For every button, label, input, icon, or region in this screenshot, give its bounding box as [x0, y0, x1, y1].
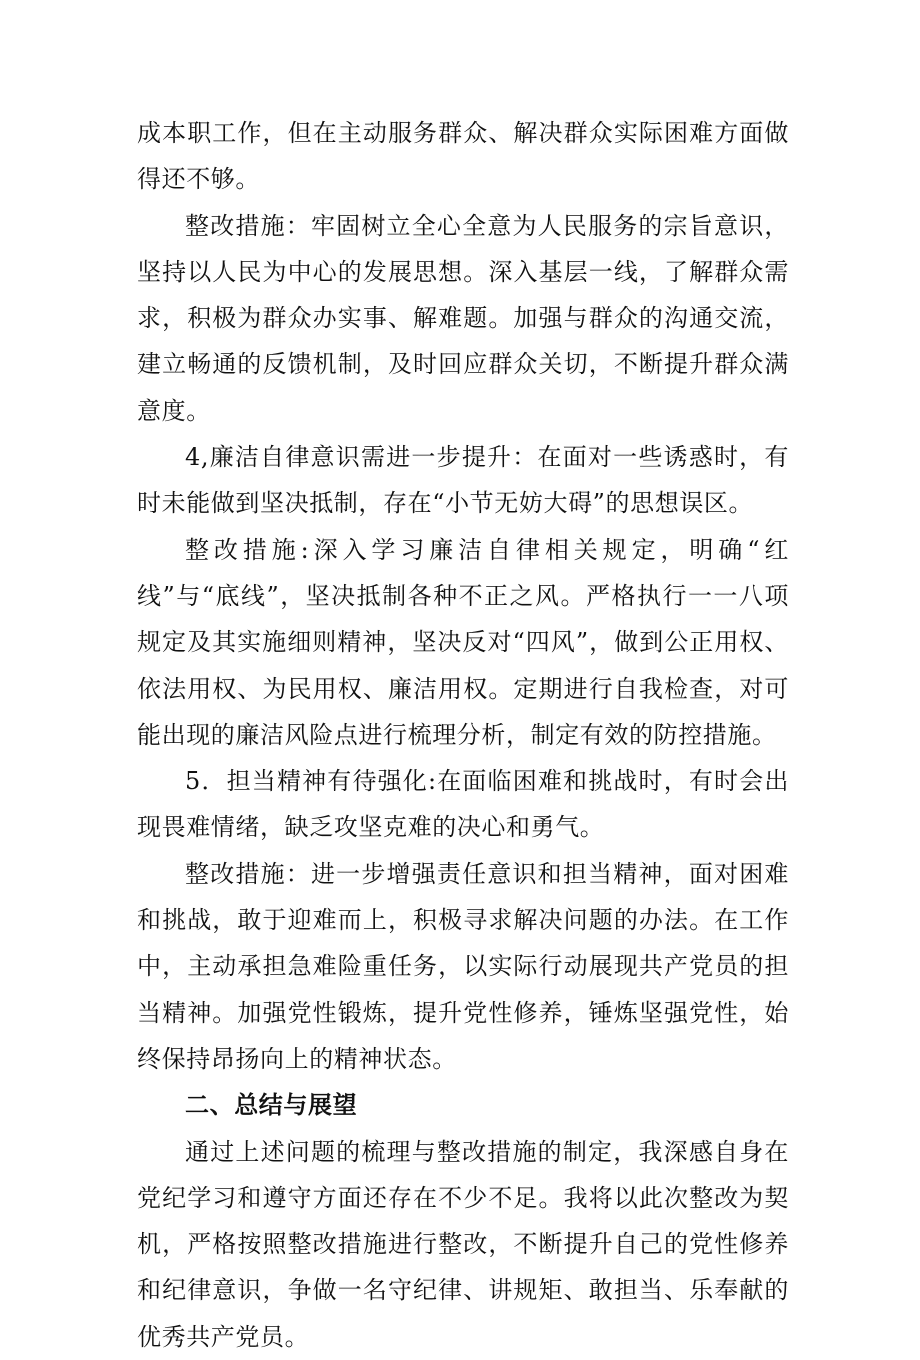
paragraph-continuation: 成本职工作，但在主动服务群众、解决群众实际困难方面做得还不够。 [137, 119, 789, 194]
paragraph-summary: 通过上述问题的梳理与整改措施的制定，我深感自身在党纪学习和遵守方面还存在不少不足。我将以此次整改为契机，严格按照整改措施进行整改，不断提升自己的党性修养和纪律意识，争做一名守纪律、讲规矩、敢担当、乐奉献的优秀共产党员。 [137, 1137, 789, 1351]
paragraph-rectification-service: 整改措施：牢固树立全心全意为人民服务的宗旨意识，坚持以人民为中心的发展思想。深入基层一线，了解群众需求，积极为群众办实事、解难题。加强与群众的沟通交流，建立畅通的反馈机制，及时回应群众关切，不断提升群众满意度。 [137, 211, 789, 425]
paragraph-rectification-responsibility: 整改措施：进一步增强责任意识和担当精神，面对困难和挑战，敢于迎难而上，积极寻求解决问题的办法。在工作中，主动承担急难险重任务，以实际行动展现共产党员的担当精神。加强党性锻炼，提升党性修养，锤炼坚强党性，始终保持昂扬向上的精神状态。 [137, 859, 789, 1073]
document-body [137, 110, 789, 1360]
paragraph-issue-integrity: 4,廉洁自律意识需进一步提升：在面对一些诱惑时，有时未能做到坚决抵制，存在“小节无妨大碍”的思想误区。 [137, 443, 789, 518]
section-heading-summary: 二、总结与展望 [185, 1091, 358, 1120]
paragraph-rectification-integrity: 整改措施:深入学习廉洁自律相关规定，明确“红线”与“底线”，坚决抵制各种不正之风。严格执行一一八项规定及其实施细则精神，坚决反对“四风”，做到公正用权、依法用权、为民用权、廉洁用权。定期进行自我检查，对可能出现的廉洁风险点进行梳理分析，制定有效的防控措施。 [137, 535, 789, 749]
paragraph-issue-responsibility: 5．担当精神有待强化:在面临困难和挑战时，有时会出现畏难情绪，缺乏攻坚克难的决心和勇气。 [137, 767, 789, 842]
